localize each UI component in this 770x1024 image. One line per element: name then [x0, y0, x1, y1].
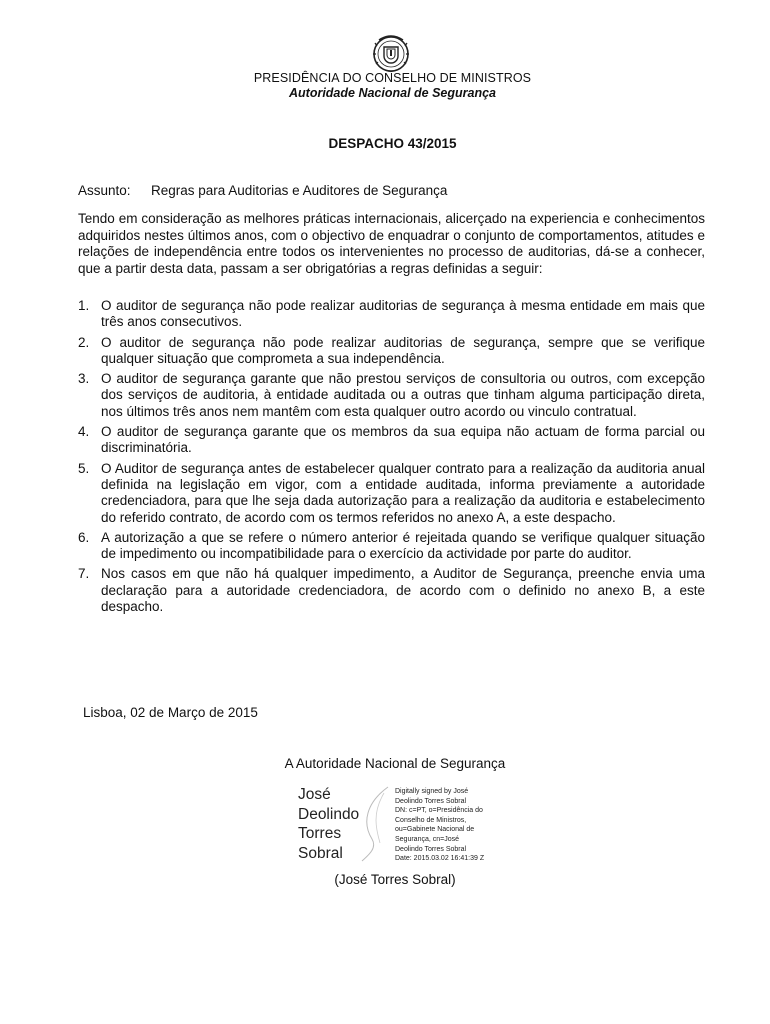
- rule-text: O auditor de segurança não pode realizar auditorias de segurança à mesma entidade em mais que três anos consecutivos.: [101, 298, 705, 330]
- signature-stroke-icon: [358, 783, 398, 863]
- rule-item: [78, 461, 705, 526]
- document-title: DESPACHO 43/2015: [328, 136, 457, 151]
- header-authority: Autoridade Nacional de Segurança: [289, 86, 496, 100]
- signature-detail-line: DN: c=PT, o=Presidência do: [395, 807, 483, 815]
- rule-number: 5.: [78, 460, 90, 476]
- subject-line: [78, 183, 447, 198]
- signature-detail-line: ou=Gabinete Nacional de: [395, 826, 475, 834]
- rule-number: 6.: [78, 529, 90, 545]
- rule-number: 4.: [78, 424, 90, 440]
- rule-number: 2.: [78, 334, 90, 350]
- signature-detail-line: Conselho de Ministros,: [395, 816, 467, 824]
- signature-detail-line: Deolindo Torres Sobral: [395, 845, 467, 853]
- rule-text: A autorização a que se refere o número anterior é rejeitada quando se verifique qualquer situação de impedimento ou incompatibilidade para o exercício da actividade por parte do auditor.: [101, 529, 705, 562]
- rule-text: O auditor de segurança garante que os membros da sua equipa não actuam de forma parcial ou discriminatória.: [101, 424, 705, 456]
- signature-detail-line: Date: 2015.03.02 16:41:39 Z: [395, 855, 485, 863]
- signature-name-line: Deolindo: [298, 805, 360, 823]
- intro-paragraph: Tendo em consideração as melhores práticas internacionais, alicerçado na experiencia e conhecimentos adquiridos nestes últimos anos, com o objectivo de enquadrar o conjunto de comportamentos, atitudes e relações de independência entre todos os intervenientes no processo de auditorias, dá-se a conhecer, que a partir desta data, passam a ser obrigatórias a regras definidas a seguir:: [78, 211, 705, 276]
- rule-number: 3.: [78, 371, 90, 387]
- coat-of-arms-icon: [369, 30, 413, 74]
- signature-name: [298, 785, 359, 863]
- signature-name-line: Sobral: [298, 844, 343, 862]
- signing-authority: A Autoridade Nacional de Segurança: [284, 756, 506, 771]
- signature-name-line: Torres: [298, 825, 342, 842]
- rule-item: [78, 424, 705, 457]
- subject-text: Regras para Auditorias e Auditores de Segurança: [151, 183, 448, 198]
- digital-signature-details: [395, 787, 505, 864]
- rule-item: [78, 530, 705, 563]
- rule-item: [78, 566, 705, 615]
- place-date: Lisboa, 02 de Março de 2015: [83, 705, 258, 720]
- signer-name: (José Torres Sobral): [334, 872, 456, 887]
- rule-text: Nos casos em que não há qualquer impedimento, a Auditor de Segurança, preenche envia uma declaração para a autoridade credenciadora, de acordo com o definido no anexo B, a este despacho.: [101, 566, 705, 615]
- signature-name-line: José: [298, 786, 331, 803]
- signature-detail-line: Deolindo Torres Sobral: [395, 797, 467, 805]
- rule-number: 1.: [78, 298, 90, 313]
- rule-item: [78, 298, 705, 331]
- rule-text: O auditor de segurança não pode realizar auditorias de segurança, sempre que se verifique qualquer situação que comprometa a sua independência.: [101, 334, 705, 366]
- signature-detail-line: Segurança, cn=José: [395, 835, 460, 843]
- header-ministry: PRESIDÊNCIA DO CONSELHO DE MINISTROS: [253, 71, 532, 85]
- rule-item: [78, 335, 705, 368]
- rule-text: O Auditor de segurança antes de estabelecer qualquer contrato para a realização da auditoria anual definida na legislação em vigor, com a entidade auditada, informa previamente a autoridade credenciadora, para que lhe seja dada autorização para a realização da auditoria e estabelecimento do referido contrato, de acordo com os termos referidos no anexo A, a este despacho.: [101, 460, 705, 525]
- rule-number: 7.: [78, 566, 90, 582]
- signature-detail-line: Digitally signed by José: [395, 788, 469, 795]
- subject-label: Assunto:: [78, 183, 131, 198]
- rule-text: O auditor de segurança garante que não prestou serviços de consultoria ou outros, com excepção dos serviços de auditoria, à entidade auditada ou a outras que tinham alguma participação direta, nos últimos três anos nem mantêm com esta qualquer outro acordo ou vinculo contratual.: [101, 371, 705, 419]
- rule-item: [78, 371, 705, 420]
- rules-list: [78, 298, 705, 619]
